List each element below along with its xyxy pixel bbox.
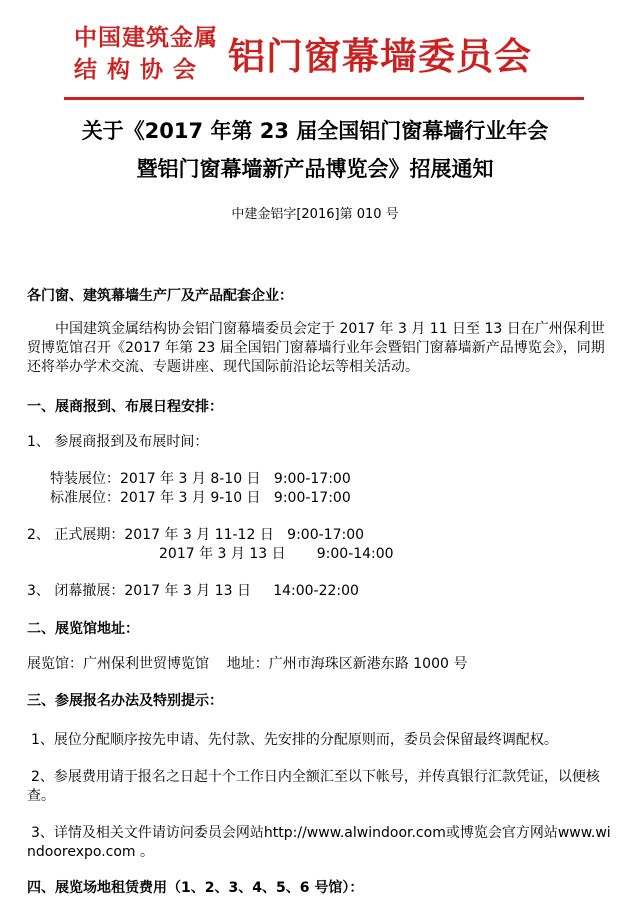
- venue-address: 展览馆：广州保利世贸博览馆 地址：广州市海珠区新港东路 1000 号: [27, 656, 468, 672]
- header-divider: [64, 97, 584, 100]
- section3-item3: 3、详情及相关文件请访问委员会网站http://www.alwindoor.com或博览会官方网站www.windoorexpo.com 。: [27, 825, 611, 860]
- standard-booth-schedule: 标准展位：2017 年 3 月 9-10 日 9:00-17:00: [50, 490, 351, 506]
- notice-title-line1: 关于《2017 年第 23 届全国铝门窗幕墙行业年会: [81, 119, 549, 143]
- org-name-line1: 中国建筑金属: [74, 25, 218, 51]
- section3-item1: 1、展位分配顺序按先申请、先付款、先安排的分配原则而，委员会保留最终调配权。: [31, 732, 558, 748]
- document-number: 中建金铝字[2016]第 010 号: [231, 207, 399, 222]
- section1-item2: 2、 正式展期：2017 年 3 月 11-12 日 9:00-17:00: [27, 527, 365, 543]
- section2-heading: 二、展览馆地址：: [27, 621, 139, 637]
- section4-heading: 四、展览场地租赁费用（1、2、3、4、5、6 号馆）：: [27, 880, 364, 896]
- org-name-line2: 结 构 协 会: [74, 57, 198, 83]
- committee-name: 铝门窗幕墙委员会: [228, 35, 532, 78]
- salutation: 各门窗、建筑幕墙生产厂及产品配套企业：: [27, 288, 293, 304]
- special-booth-schedule: 特装展位：2017 年 3 月 8-10 日 9:00-17:00: [50, 471, 351, 487]
- section1-item2-line2: 2017 年 3 月 13 日 9:00-14:00: [159, 546, 394, 562]
- section3-heading: 三、参展报名办法及特别提示：: [27, 693, 223, 709]
- section1-heading: 一、展商报到、布展日程安排：: [27, 399, 223, 415]
- section3-item2: 2、参展费用请于报名之日起十个工作日内全额汇至以下帐号，并传真银行汇款凭证，以便核查。: [27, 769, 600, 804]
- notice-title-line2: 暨铝门窗幕墙新产品博览会》招展通知: [136, 157, 494, 181]
- intro-paragraph: 中国建筑金属结构协会铝门窗幕墙委员会定于 2017 年 3 月 11 日至 13 日在广州保利世贸博览馆召开《2017 年第 23 届全国铝门窗幕墙行业年会暨铝门窗幕墙新产品博览会》，同期还将举办学术交流、专题讲座、现代国际前沿论坛等相关活动。: [27, 321, 605, 375]
- section1-item3: 3、 闭幕撤展：2017 年 3 月 13 日 14:00-22:00: [27, 583, 359, 599]
- section1-item1: 1、 参展商报到及布展时间：: [27, 434, 209, 450]
